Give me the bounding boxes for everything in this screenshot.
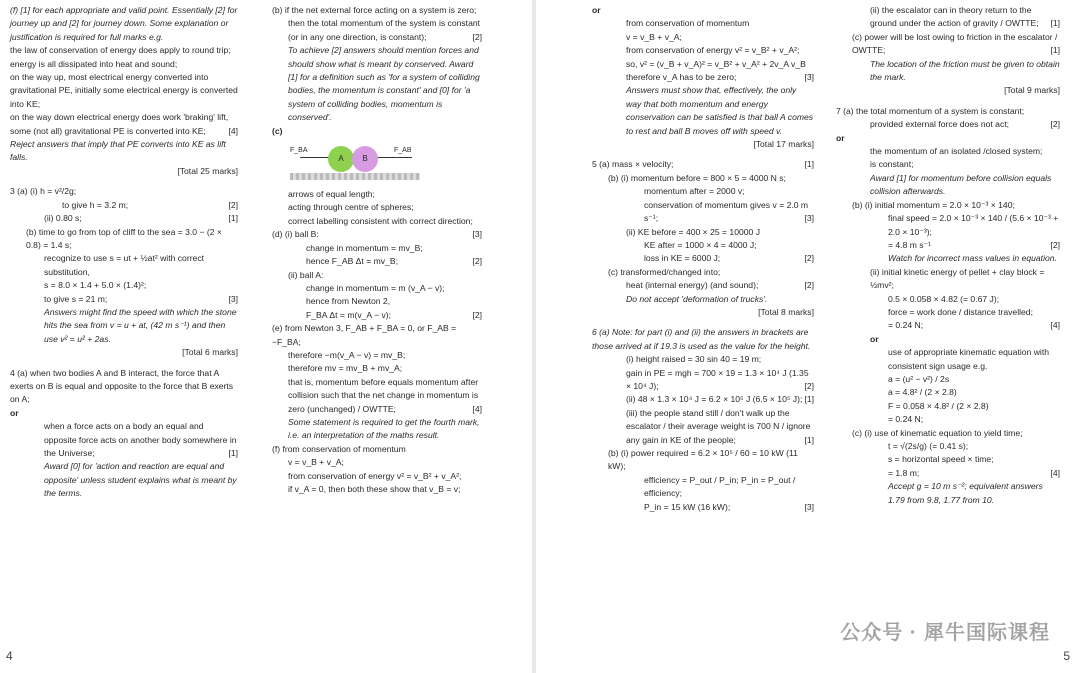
text-line: a = 4.8² / (2 × 2.8)	[888, 387, 957, 398]
mark: [3]	[804, 213, 814, 224]
text-span: so, v² = (v_B + v_A)² = v_B² + v_A² + 2v_A v_B therefore v_A has to be zero;	[626, 58, 806, 83]
text-line: (ii) ball A:	[288, 269, 324, 280]
text-line	[592, 58, 814, 85]
text-span: on the way down electrical energy does work 'braking' lift, some (not all) gravitational PE is converted into KE;	[10, 112, 229, 136]
text-line: t = √(2s/g) (= 0.41 s);	[888, 441, 969, 451]
text-line: change in momentum = m (v_A − v);	[306, 282, 445, 293]
text-span: to give s = 21 m;	[44, 293, 108, 304]
text-span: (ii) 48 × 1.3 × 10⁴ J = 6.2 × 10⁵ J (6.5 × 10⁵ J);	[626, 394, 803, 405]
text-line: To achieve [2] answers should mention forces and should show what is meant by conserved. Award [1] for a definition such as 'for a system of colliding bodies, the momentum is constant' and [0] for 'a system of colliding bodies, momentum is conserved'.	[288, 45, 480, 123]
text-span: then the total momentum of the system is constant (or in any one direction, is constant);	[288, 18, 481, 42]
text-line	[592, 393, 814, 406]
text-line	[10, 185, 238, 198]
text-line: if v_A = 0, then both these show that v_B = v;	[288, 484, 461, 494]
text-line	[592, 279, 814, 292]
mark: [2]	[228, 199, 238, 210]
left-col-2	[272, 4, 482, 496]
text-line: the momentum of an isolated /closed system;	[870, 146, 1043, 157]
mark: [4]	[472, 403, 482, 414]
text-line	[10, 199, 238, 212]
floor	[290, 173, 420, 180]
mark: [2]	[472, 309, 482, 320]
mark: [1]	[1050, 18, 1060, 29]
text-line: KE after = 1000 × 4 = 4000 J;	[644, 239, 757, 250]
text-line: (c)	[272, 125, 283, 136]
text-line: momentum after = 2000 v;	[644, 186, 745, 197]
right-col-2	[836, 4, 1060, 507]
text-line: F = 0.058 × 4.8² / (2 × 2.8)	[888, 400, 989, 411]
force-label-right: F_AB	[394, 147, 412, 155]
text-line: (b) (i) momentum before = 800 × 5 = 4000 N s;	[608, 172, 786, 183]
text-line: 7 (a) the total momentum of a system is constant;	[836, 105, 1025, 116]
right-col-1	[592, 4, 814, 514]
text-line: (i) height raised = 30 sin 40 = 19 m;	[626, 354, 762, 365]
text-line: acting through centre of spheres;	[288, 202, 414, 213]
text-line: (b) (i) power required = 6.2 × 10⁵ / 60 = 10 kW (11 kW);	[608, 448, 798, 472]
text-line: Reject answers that imply that PE converts into KE as lift falls.	[10, 139, 226, 163]
text-line: Watch for incorrect mass values in equation.	[888, 253, 1057, 264]
mark: [1]	[804, 159, 814, 170]
text-line: Answers must show that, effectively, the only way that both momentum and energy conservation can be satisfied is that ball A comes to rest and ball B moves off with speed v.	[626, 85, 814, 136]
mark: [1]	[1050, 45, 1060, 56]
mark: [4]	[1050, 320, 1060, 331]
text-line: or	[870, 333, 879, 344]
text-line: (c) (i) use of kinematic equation to yield time;	[852, 427, 1023, 438]
text-line: or	[836, 132, 845, 143]
text-line	[836, 239, 1060, 252]
text-line: recognize to use s = ut + ½at² with correct substitution,	[44, 253, 205, 277]
text-line	[272, 255, 482, 268]
text-line	[592, 158, 814, 171]
right-page	[536, 0, 1080, 673]
mark: [4]	[1050, 467, 1060, 478]
page-number-right: 5	[1063, 649, 1070, 663]
mark: [2]	[804, 280, 814, 291]
text-line	[10, 212, 238, 225]
text-line	[592, 501, 814, 514]
mark: [3]	[804, 72, 814, 83]
text-line: change in momentum = mv_B;	[306, 242, 423, 253]
mark: [2]	[472, 31, 482, 42]
text-line: on the way up, most electrical energy converted into gravitational PE, initially some electrical energy is converted into KE;	[10, 72, 238, 109]
text-line	[836, 319, 1060, 332]
text-line: Do not accept 'deformation of trucks'.	[626, 293, 768, 304]
text-span: hence F_AB Δt = mv_B;	[306, 256, 398, 267]
text-line: s = 8.0 × 1.4 + 5.0 × (1.4)²;	[44, 280, 147, 291]
text-line: 4 (a) when two bodies A and B interact, the force that A exerts on B is equal and opposite to the force that B exerts on A;	[10, 367, 234, 405]
text-line: = 0.24 N;	[888, 414, 924, 425]
left-col-1	[10, 4, 238, 501]
text-line: is constant;	[870, 159, 914, 170]
text-span: = 1.8 m;	[888, 467, 920, 478]
text-line: (f) from conservation of momentum	[272, 443, 406, 454]
text-span: gain in PE = mgh = 700 × 19 = 1.3 × 10⁴ J (1.35 × 10⁴ J);	[626, 367, 809, 391]
text-line: The location of the friction must be given to obtain the mark.	[870, 58, 1060, 83]
text-line	[10, 420, 238, 460]
text-line: s = horizontal speed × time;	[888, 454, 994, 465]
text-line: or	[10, 407, 19, 418]
mark: [1]	[228, 213, 238, 224]
text-span: that is, momentum before equals momentum after collision such that the net change in momentum is zero (unchanged) / OWTTE;	[288, 376, 479, 414]
text-line	[10, 111, 238, 138]
text-line: 6 (a) Note: for part (i) and (ii) the answers in brackets are those arrived at if 19.3 is used as the value for the height.	[592, 327, 811, 351]
text-line: (d) (i) ball B:	[272, 229, 319, 240]
text-line	[836, 467, 1060, 480]
text-line	[272, 17, 482, 44]
text-span: 5 (a) mass × velocity;	[592, 159, 674, 170]
text-span: F_BA Δt = m(v_A − v);	[306, 309, 392, 320]
text-line: arrows of equal length;	[288, 189, 375, 200]
text-line: the law of conservation of energy does apply to round trip;	[10, 45, 231, 56]
text-line	[836, 4, 1060, 31]
force-label-left: F_BA	[290, 147, 308, 155]
text-line: efficiency = P_out / P_in; P_in = P_out / efficiency;	[644, 474, 796, 499]
mark: [4]	[228, 125, 238, 136]
text-line: therefore mv = mv_B + mv_A;	[288, 363, 403, 374]
mark: [1]	[804, 394, 814, 405]
text-line: (c) transformed/changed into;	[608, 266, 721, 277]
text-line: therefore −m(v_A − v) = mv_B;	[288, 349, 406, 360]
text-line: (b) time to go from top of cliff to the sea = 3.0 − (2 × 0.8) = 1.4 s;	[26, 226, 222, 250]
text-line: (ii) KE before = 400 × 25 = 10000 J	[626, 226, 761, 237]
mark: [1]	[804, 434, 814, 445]
text-line: (ii) initial kinetic energy of pellet + clay block = ½mv²;	[870, 266, 1045, 291]
text-line: Award [1] for momentum before collision equals collision afterwards.	[870, 172, 1052, 197]
text-span: loss in KE = 6000 J;	[644, 253, 721, 264]
text-line: v = v_B + v_A;	[626, 31, 682, 42]
text-span: P_in = 15 kW (16 kW);	[644, 501, 731, 512]
total-marks: [Total 9 marks]	[1004, 85, 1060, 96]
text-line	[592, 199, 814, 226]
mark: [3]	[228, 293, 238, 304]
text-line: (f) [1] for each appropriate and valid point. Essentially [2] for journey up and [2] for journey down. Some explanation or justification is required for full marks e.g.	[10, 5, 238, 42]
text-line: energy is all dissipated into heat and sound;	[10, 58, 178, 69]
left-page	[0, 0, 532, 673]
text-line: 0.5 × 0.058 × 4.82 (= 0.67 J);	[888, 293, 1000, 304]
ball-b: B	[352, 146, 378, 172]
page-number-left: 4	[6, 649, 13, 663]
text-line	[592, 407, 814, 447]
text-line: Award [0] for 'action and reaction are equal and opposite' unless student explains what is meant by the terms.	[44, 461, 237, 499]
text-span: correct labelling consistent with correct direction;	[288, 215, 473, 226]
text-line: a = (u² − v²) / 2s	[888, 373, 950, 384]
text-span: (c) power will be lost owing to friction in the escalator / OWTTE;	[852, 31, 1058, 56]
text-line: final speed = 2.0 × 10⁻³ × 140 / (5.6 × 10⁻³ + 2.0 × 10⁻³);	[888, 213, 1059, 237]
mark: [3]	[804, 501, 814, 512]
text-line	[592, 252, 814, 265]
text-line: (b) if the net external force acting on a system is zero;	[272, 5, 477, 15]
total-marks: [Total 17 marks]	[753, 139, 814, 150]
collision-diagram	[290, 140, 420, 184]
text-span: provided external force does not act;	[870, 119, 1010, 130]
mark: [2]	[804, 380, 814, 391]
text-span: (ii) the escalator can in theory return to the ground under the action of gravity / OWTTE;	[870, 5, 1039, 29]
text-line: from conservation of momentum	[626, 18, 750, 29]
text-line	[272, 376, 482, 416]
text-line: use of appropriate kinematic equation with consistent sign usage e.g.	[888, 347, 1049, 371]
text-line: Some statement is required to get the fourth mark, i.e. an interpretation of the maths result.	[288, 416, 480, 441]
text-line	[592, 367, 814, 394]
text-span: = 0.24 N;	[888, 320, 924, 331]
total-marks: [Total 6 marks]	[182, 347, 238, 358]
text-line: (e) from Newton 3, F_AB + F_BA = 0, or F_AB = −F_BA;	[272, 323, 457, 347]
total-marks: [Total 8 marks]	[758, 306, 814, 317]
watermark: 公众号 · 犀牛国际课程	[840, 622, 1050, 644]
mark: [2]	[1050, 119, 1060, 130]
text-line: v = v_B + v_A;	[288, 457, 344, 468]
text-line: Answers might find the speed with which the stone hits the sea from v = u + at, (42 m s⁻¹) and then use v² = u² + 2as.	[44, 306, 237, 344]
text-line: from conservation of energy v² = v_B² + v_A²;	[288, 470, 462, 481]
text-line: hence from Newton 2,	[306, 296, 391, 307]
text-span: to give h = 3.2 m;	[62, 199, 129, 210]
text-line: from conservation of energy v² = v_B² + v_A²;	[626, 45, 800, 56]
text-span: conservation of momentum gives v = 2.0 m s⁻¹;	[644, 199, 809, 224]
mark: [2]	[1050, 239, 1060, 250]
mark: [3]	[472, 229, 482, 240]
text-line: force = work done / distance travelled;	[888, 306, 1033, 317]
text-span: (iii) the people stand still / don't walk up the escalator / their average weight is 700 N / ignore any gain in KE of the people;	[626, 407, 811, 445]
ball-a: A	[328, 146, 354, 172]
text-span: 3 (a) (i) h = v²/2g;	[10, 186, 77, 197]
text-line: or	[592, 5, 601, 15]
text-span: (ii) 0.80 s;	[44, 213, 82, 224]
text-line	[272, 309, 482, 322]
text-span: heat (internal energy) (and sound);	[626, 280, 759, 291]
text-line: (b) (i) initial momentum = 2.0 × 10⁻³ × 140;	[852, 199, 1015, 210]
text-span: = 4.8 m s⁻¹	[888, 239, 931, 250]
mark: [1]	[228, 448, 238, 458]
total-marks: [Total 25 marks]	[177, 165, 238, 176]
text-line: Accept g = 10 m s⁻²; equivalent answers 1.79 from 9.8, 1.77 from 10.	[888, 481, 1043, 505]
text-line	[10, 293, 238, 306]
mark: [2]	[804, 253, 814, 264]
text-line	[836, 31, 1060, 58]
mark: [2]	[472, 256, 482, 267]
text-span: when a force acts on a body an equal and opposite force acts on another body somewhere in the Universe;	[44, 421, 237, 458]
text-line	[836, 118, 1060, 131]
